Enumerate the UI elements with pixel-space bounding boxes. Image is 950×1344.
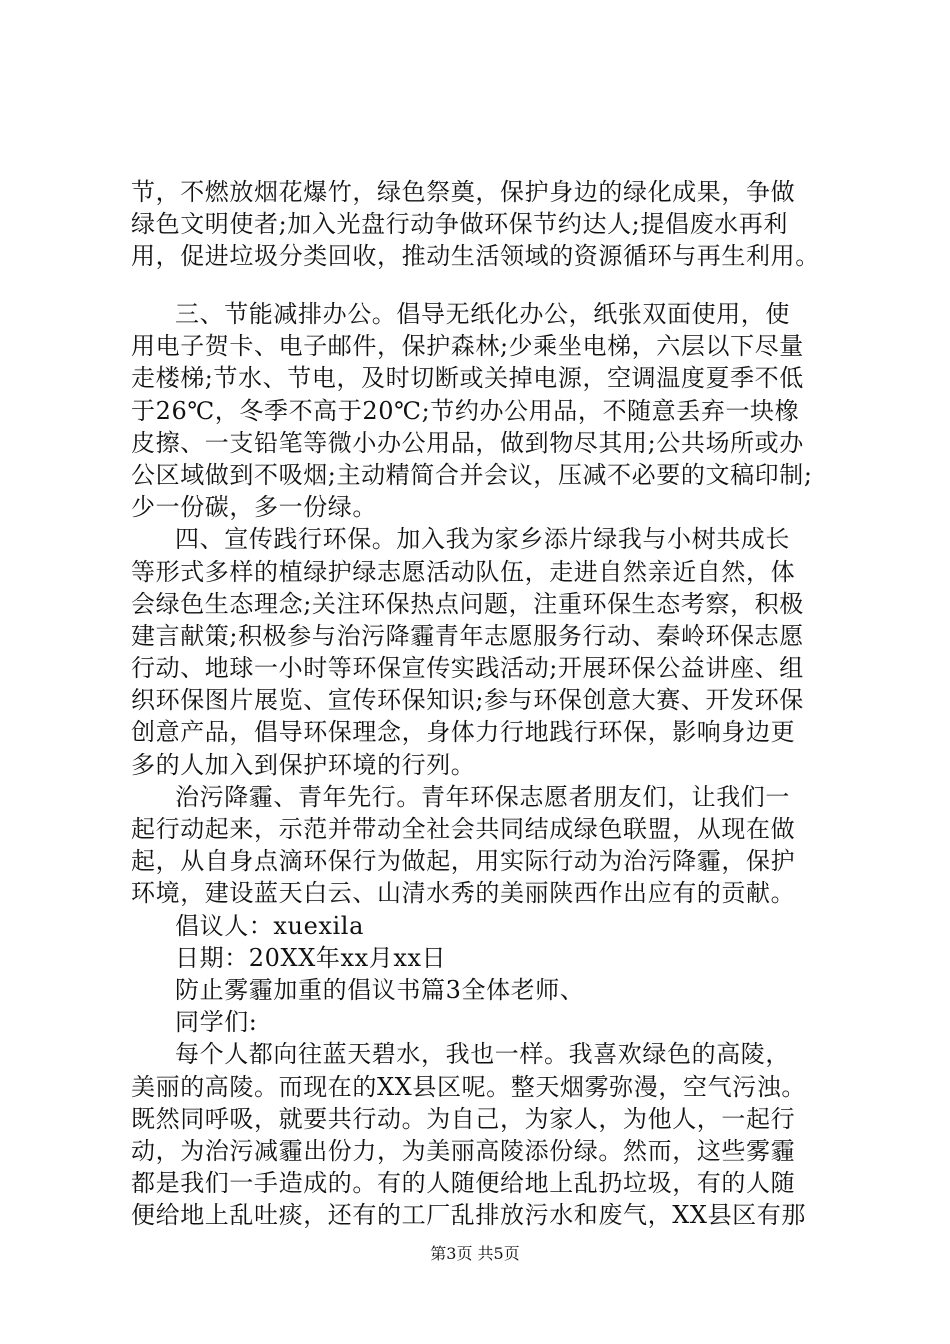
text-line: 四、宣传践行环保。加入我为家乡添片绿我与小树共成长 (175, 525, 790, 554)
text-line: 走楼梯;节水、节电，及时切断或关掉电源，空调温度夏季不低 (131, 364, 804, 393)
text-line: 织环保图片展览、宣传环保知识;参与环保创意大赛、开发环保 (131, 686, 804, 715)
page-number-footer: 第3页 共5页 (430, 1244, 520, 1263)
signatory-line: 倡议人：xuexila (175, 911, 364, 940)
date-line: 日期：20XX年xx月xx日 (175, 943, 447, 972)
text-line: 于26℃，冬季不高于20℃;节约办公用品，不随意丢弃一块橡 (131, 396, 800, 425)
paragraph-continuation (131, 176, 831, 273)
text-line: 建言献策;积极参与治污降霾青年志愿服务行动、秦岭环保志愿 (131, 621, 804, 650)
text-line: 都是我们一手造成的。有的人随便给地上乱扔垃圾，有的人随 (131, 1169, 796, 1198)
text-line: 行动、地球一小时等环保宣传实践活动;开展环保公益讲座、组 (131, 654, 804, 683)
text-line: 用，促进垃圾分类回收，推动生活领域的资源循环与再生利用。 (131, 242, 820, 271)
text-line: 动，为治污减霾出份力，为美丽高陵添份绿。然而，这些雾霾 (131, 1136, 796, 1165)
text-line: 三、节能减排办公。倡导无纸化办公，纸张双面使用，使 (175, 300, 790, 328)
text-line: 用电子贺卡、电子邮件，保护森林;少乘坐电梯，六层以下尽量 (131, 332, 804, 361)
body-text (131, 298, 831, 1231)
text-line: 节，不燃放烟花爆竹，绿色祭奠，保护身边的绿化成果，争做 (131, 178, 796, 206)
text-line: 会绿色生态理念;关注环保热点问题，注重环保生态考察，积极 (131, 589, 804, 618)
section-heading: 防止雾霾加重的倡议书篇3全体老师、 (175, 975, 585, 1004)
salutation-line: 同学们: (175, 1008, 258, 1037)
text-line: 环境，建设蓝天白云、山清水秀的美丽陕西作出应有的贡献。 (131, 879, 796, 908)
text-line: 绿色文明使者;加入光盘行动争做环保节约达人;提倡废水再利 (131, 210, 788, 239)
text-line: 少一份碳，多一份绿。 (131, 493, 377, 522)
text-line: 皮擦、一支铅笔等微小办公用品，做到物尽其用;公共场所或办 (131, 428, 804, 457)
text-line: 起行动起来，示范并带动全社会共同结成绿色联盟，从现在做 (131, 815, 796, 843)
text-line: 美丽的高陵。而现在的XX县区呢。整天烟雾弥漫，空气污浊。 (131, 1072, 806, 1101)
text-line: 每个人都向往蓝天碧水，我也一样。我喜欢绿色的高陵， (175, 1040, 790, 1069)
text-line: 公区域做到不吸烟;主动精简合并会议，压减不必要的文稿印制; (131, 460, 813, 489)
text-line: 起，从自身点滴环保行为做起，用实际行动为治污降霾，保护 (131, 847, 796, 876)
text-line: 创意产品，倡导环保理念，身体力行地践行环保，影响身边更 (131, 718, 796, 747)
text-line: 多的人加入到保护环境的行列。 (131, 750, 476, 779)
text-line: 等形式多样的植绿护绿志愿活动队伍，走进自然亲近自然，体 (131, 557, 796, 586)
text-line: 治污降霾、青年先行。青年环保志愿者朋友们，让我们一 (175, 782, 790, 811)
text-line: 便给地上乱吐痰，还有的工厂乱排放污水和废气，XX县区有那 (131, 1201, 806, 1230)
text-line: 既然同呼吸，就要共行动。为自己，为家人，为他人，一起行 (131, 1104, 796, 1133)
